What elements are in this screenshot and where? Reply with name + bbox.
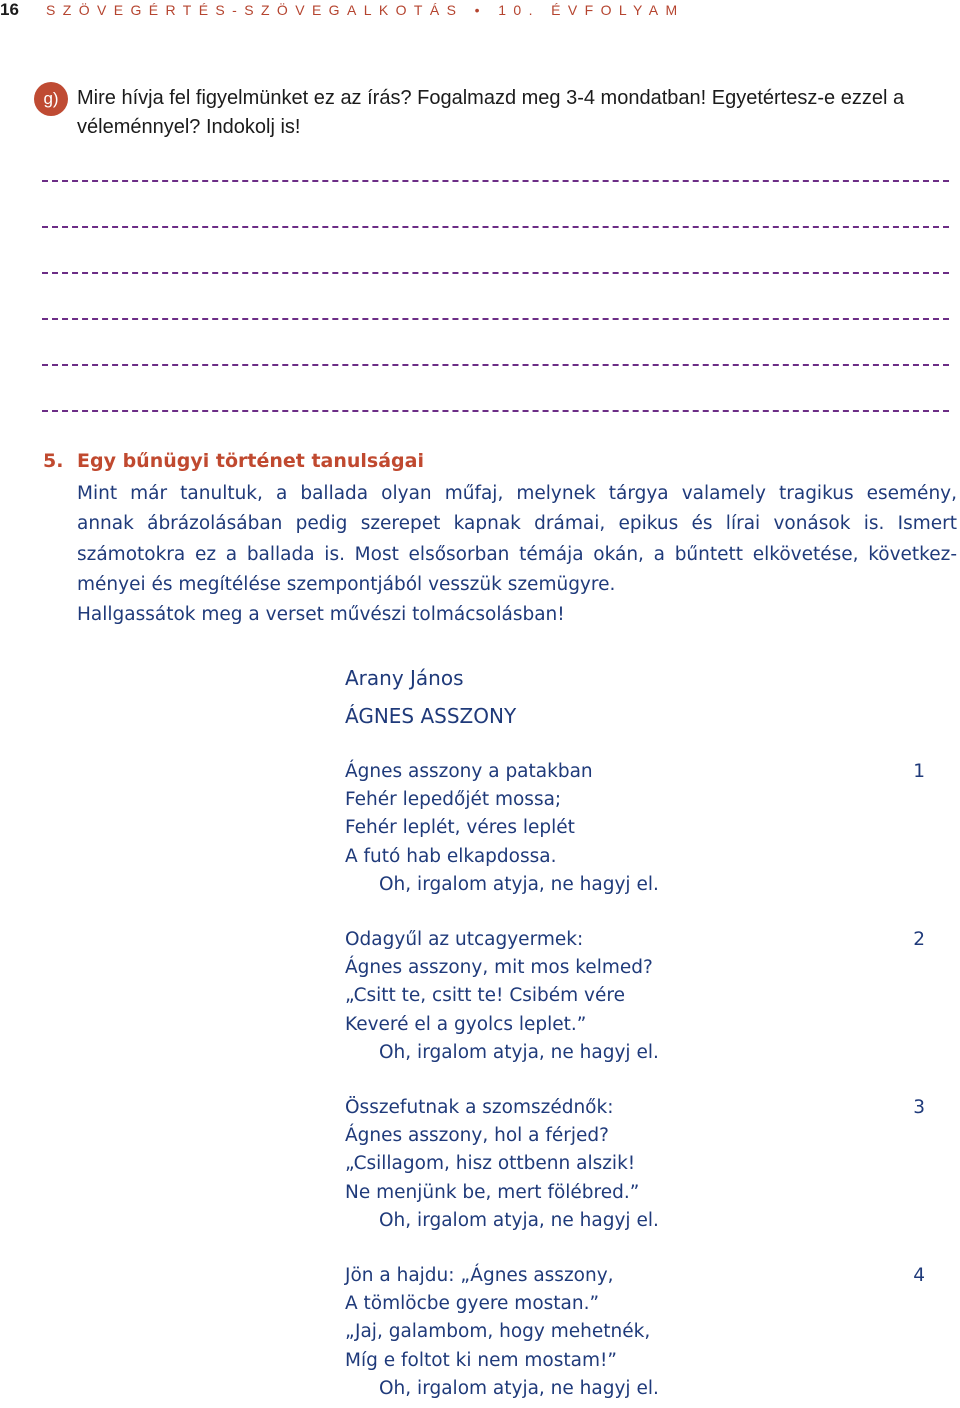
- stanza: [345, 1094, 935, 1235]
- stanza: [345, 758, 935, 899]
- verse-line: „Csillagom, hisz ottbenn alszik!: [345, 1153, 636, 1175]
- answer-line[interactable]: [42, 410, 949, 412]
- verse-line: Ágnes asszony, hol a férjed?: [345, 1125, 609, 1147]
- intro-line: ményei és megítélése szempontjából vesszük szemügyre.: [77, 573, 616, 595]
- intro-line: Mint már tanultuk, a ballada olyan műfaj, melynek tárgya valamely tragikus esemény,: [77, 483, 957, 504]
- section-intro: [77, 479, 957, 630]
- stanza-number: 4: [913, 1265, 925, 1287]
- poem-title: ÁGNES ASSZONY: [345, 704, 517, 728]
- page-header: [0, 0, 960, 22]
- answer-line[interactable]: [42, 180, 949, 182]
- verse-line: „Jaj, galambom, hogy mehetnék,: [345, 1321, 651, 1343]
- verse-line: Ágnes asszony, mit mos kelmed?: [345, 957, 653, 979]
- verse-line: Ne menjünk be, mert fölébred.”: [345, 1181, 640, 1203]
- running-title: SZÖVEGÉRTÉS-SZÖVEGALKOTÁS • 10. ÉVFOLYAM: [46, 2, 685, 18]
- verse-line: „Csitt te, csitt te! Csibém vére: [345, 985, 625, 1007]
- answer-line[interactable]: [42, 364, 949, 366]
- verse-line: Fehér lepedőjét mossa;: [345, 789, 562, 811]
- answer-line[interactable]: [42, 272, 949, 274]
- intro-line: Hallgassátok meg a verset művészi tolmácsolásban!: [77, 604, 565, 626]
- section-heading: [43, 450, 424, 472]
- refrain-line: Oh, irgalom atyja, ne hagyj el.: [379, 873, 659, 895]
- verse-line: Összefutnak a szomszédnők:: [345, 1097, 614, 1119]
- verse-line: Odagyűl az utcagyermek:: [345, 929, 584, 951]
- intro-line: számotokra ez a ballada is. Most elsősorban témája okán, a bűntett elkövetése, következ-: [77, 543, 957, 565]
- page-number: 16: [0, 0, 19, 19]
- refrain-line: Oh, irgalom atyja, ne hagyj el.: [379, 1377, 659, 1399]
- section-number: 5.: [43, 450, 64, 472]
- task-question: Mire hívja fel figyelmünket ez az írás? Fogalmazd meg 3-4 mondatban! Egyetértesz-e ezzel a véleménnyel? Indokolj is!: [77, 87, 905, 138]
- verse-line: A futó hab elkapdossa.: [345, 845, 557, 867]
- stanza: [345, 1262, 935, 1403]
- answer-line[interactable]: [42, 318, 949, 320]
- answer-line[interactable]: [42, 226, 949, 228]
- verse-line: Ágnes asszony a patakban: [345, 761, 593, 782]
- stanza-number: 2: [913, 929, 925, 951]
- poem-author: Arany János: [345, 666, 464, 690]
- stanza-number: 3: [913, 1097, 925, 1119]
- refrain-line: Oh, irgalom atyja, ne hagyj el.: [379, 1041, 659, 1063]
- verse-line: Míg e foltot ki nem mostam!”: [345, 1349, 617, 1371]
- section-title: Egy bűnügyi történet tanulságai: [77, 450, 424, 472]
- verse-line: Jön a hajdu: „Ágnes asszony,: [345, 1265, 614, 1287]
- answer-lines: [42, 180, 949, 456]
- verse-line: Fehér leplét, véres leplét: [345, 817, 575, 839]
- intro-line: annak ábrázolásában pedig szerepet kapnak drámai, epikus és lírai vonások is. Ismert: [77, 513, 957, 535]
- verse-line: Keveré el a gyolcs leplet.”: [345, 1013, 587, 1035]
- refrain-line: Oh, irgalom atyja, ne hagyj el.: [379, 1209, 659, 1231]
- verse-line: A tömlöcbe gyere mostan.”: [345, 1293, 600, 1315]
- poem: [345, 663, 935, 1403]
- stanza: [345, 926, 935, 1067]
- stanza-number: 1: [913, 761, 925, 782]
- task-label-badge: g): [34, 82, 68, 116]
